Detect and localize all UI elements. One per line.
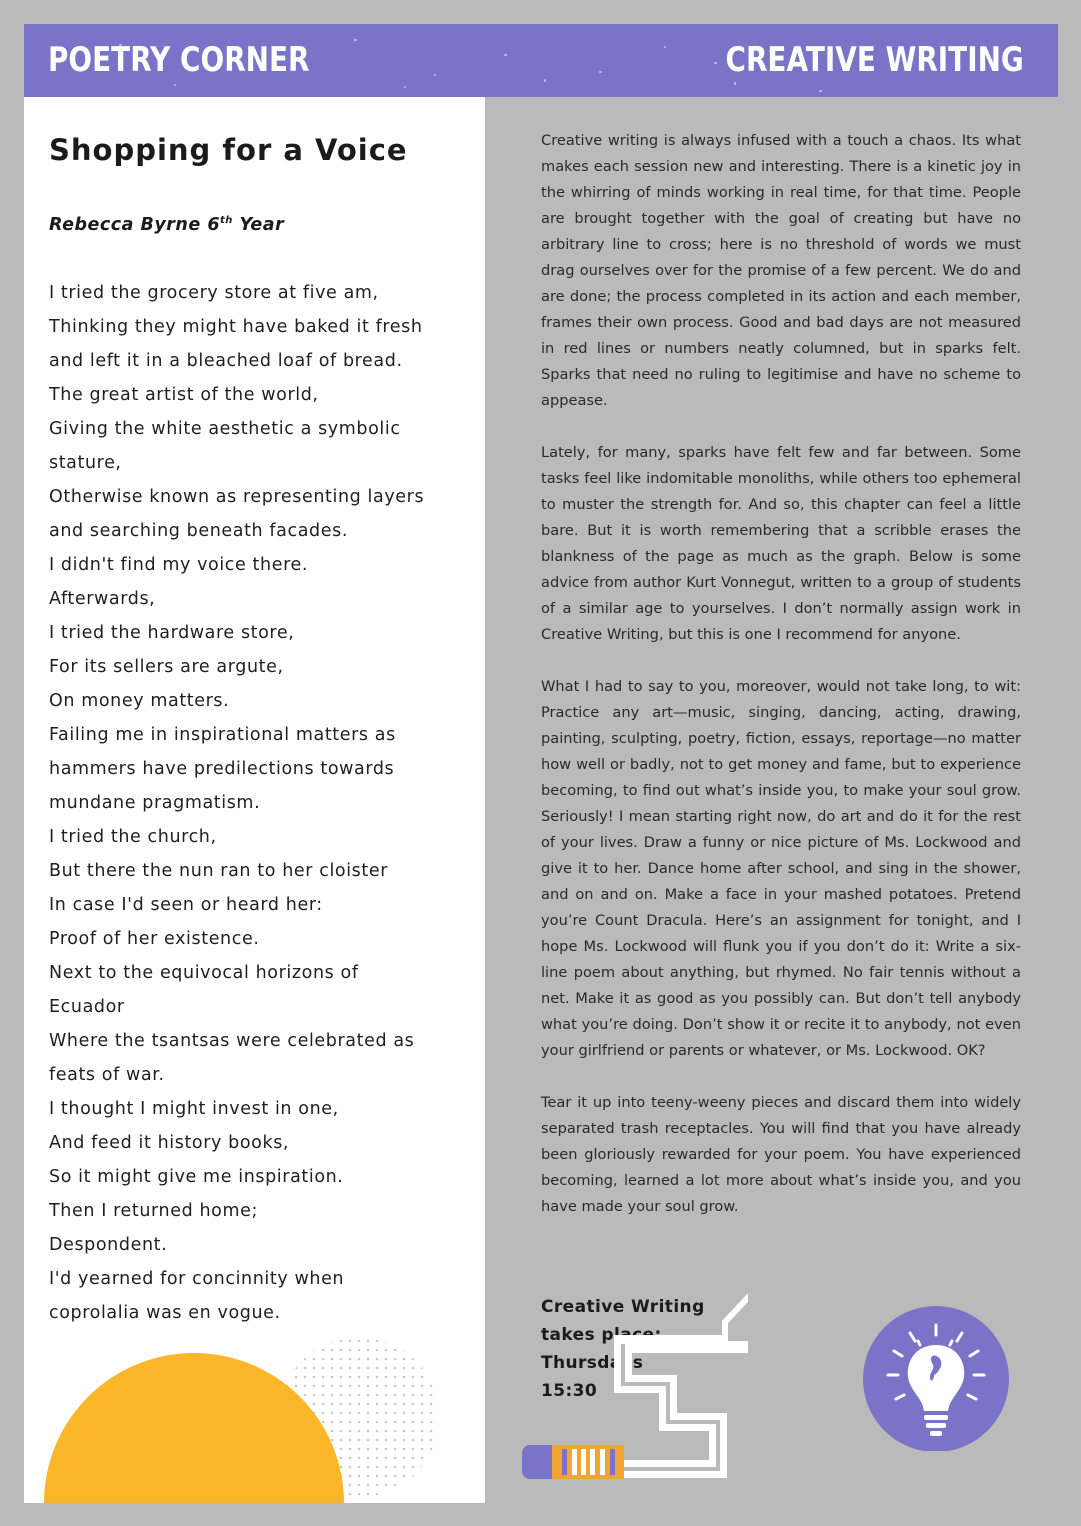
poem-line: Afterwards, (49, 589, 156, 609)
poem-line: hammers have predilections towards (49, 759, 395, 779)
creative-writing-article (541, 128, 1021, 1246)
poem-line: I'd yearned for concinnity when (49, 1269, 345, 1289)
poem-line: Despondent. (49, 1235, 168, 1255)
author-year-label: Year (232, 215, 285, 235)
poem-line: Ecuador (49, 997, 125, 1017)
article-paragraph: What I had to say to you, moreover, would not take long, to wit: Practice any art—music, singing, dancing, acting, drawing, painting, sculpting, poetry, fiction, essays, reportage—no matter how well or badly, not to get money and fame, but to experience becoming, to find out what’s inside you, to make your soul grow. Seriously! I mean starting right now, do art and do it for the rest of your lives. Draw a funny or nice picture of Ms. Lockwood and give it to her. Dance home after school, and sing in the shower, and on and on. Make a face in your mashed potatoes. Pretend you’re Count Dracula. Here’s an assignment for tonight, and I hope Ms. Lockwood will flunk you if you don’t do it: Write a six-line poem about anything, but rhymed. No fair tennis without a net. Make it as good as you possibly can. But don’t tell anybody what you’re doing. Don’t show it or recite it to anybody, not even your girlfriend or parents or whatever, or Ms. Lockwood. OK? (541, 678, 1021, 1059)
poem-line: and searching beneath facades. (49, 521, 348, 541)
author-name: Rebecca Byrne 6 (49, 215, 220, 235)
poem-line: The great artist of the world, (49, 385, 319, 405)
poem-line: For its sellers are argute, (49, 657, 284, 677)
poem-line: coprolalia was en vogue. (49, 1303, 281, 1323)
poem-line: Next to the equivocal horizons of (49, 963, 359, 983)
poem-line: stature, (49, 453, 122, 473)
poetry-panel (24, 97, 485, 1503)
poem-line: mundane pragmatism. (49, 793, 261, 813)
creative-writing-heading: CREATIVE WRITING (725, 40, 1024, 80)
poem-line: Otherwise known as representing layers (49, 487, 425, 507)
poem-line: Proof of her existence. (49, 929, 260, 949)
poem-line: I tried the church, (49, 827, 217, 847)
header-banner (24, 24, 1058, 97)
schedule-line: takes place: (541, 1325, 662, 1345)
poem-line: Failing me in inspirational matters as (49, 725, 396, 745)
schedule-line: Creative Writing (541, 1297, 705, 1317)
pencil-staircase-illustration (518, 1282, 748, 1487)
poem-line: Giving the white aesthetic a symbolic (49, 419, 401, 439)
poem-line: I tried the hardware store, (49, 623, 295, 643)
poem-line: But there the nun ran to her cloister (49, 861, 389, 881)
poem-line: feats of war. (49, 1065, 165, 1085)
lightbulb-icon (860, 1303, 1010, 1451)
poem-author (49, 215, 284, 235)
poetry-corner-heading: POETRY CORNER (48, 40, 310, 80)
article-paragraph: Lately, for many, sparks have felt few and far between. Some tasks feel like indomitable monoliths, while others too ephemeral to muster the strength for. And so, this chapter can feel a little bare. But it is worth remembering that a scribble erases the blankness of the page as much as the graph. Below is some advice from author Kurt Vonnegut, written to a group of students of a similar age to yourselves. I don’t normally assign work in Creative Writing, but this is one I recommend for anyone. (541, 444, 1021, 643)
poem-title: Shopping for a Voice (49, 133, 408, 167)
poem-line: And feed it history books, (49, 1133, 290, 1153)
poem-line: I thought I might invest in one, (49, 1099, 339, 1119)
poem-line: In case I'd seen or heard her: (49, 895, 323, 915)
schedule-line: 15:30 (541, 1381, 598, 1401)
article-paragraph: Creative writing is always infused with a touch a chaos. Its what makes each session new and interesting. There is a kinetic joy in the whirring of minds working in real time, for that time. People are brought together with the goal of creating but have no arbitrary line to cross; here is no threshold of words we must drag ourselves over for the promise of a few percent. We do and are done; the process completed in its action and each member, frames their own process. Good and bad days are not measured in red lines or numbers neatly columned, but in sparks felt. Sparks that need no ruling to legitimise and have no scheme to appease. (541, 132, 1021, 409)
author-ordinal-suffix: th (220, 215, 233, 227)
pencil-eraser-end (522, 1445, 624, 1479)
poem-line: Thinking they might have baked it fresh (49, 317, 423, 337)
poem-line: and left it in a bleached loaf of bread. (49, 351, 403, 371)
poem-line: On money matters. (49, 691, 230, 711)
poem-line: I tried the grocery store at five am, (49, 283, 379, 303)
poem-line: So it might give me inspiration. (49, 1167, 344, 1187)
schedule-line: Thursdays (541, 1353, 644, 1373)
poem-line: Then I returned home; (49, 1201, 258, 1221)
article-paragraph: Tear it up into teeny-weeny pieces and discard them into widely separated trash receptacles. You will find that you have already been gloriously rewarded for your poem. You have experienced becoming, learned a lot more about what’s inside you, and you have made your soul grow. (541, 1094, 1021, 1215)
poem-body (49, 276, 469, 1330)
sun-illustration (24, 1267, 485, 1503)
poem-line: I didn't find my voice there. (49, 555, 309, 575)
poem-line: Where the tsantsas were celebrated as (49, 1031, 415, 1051)
